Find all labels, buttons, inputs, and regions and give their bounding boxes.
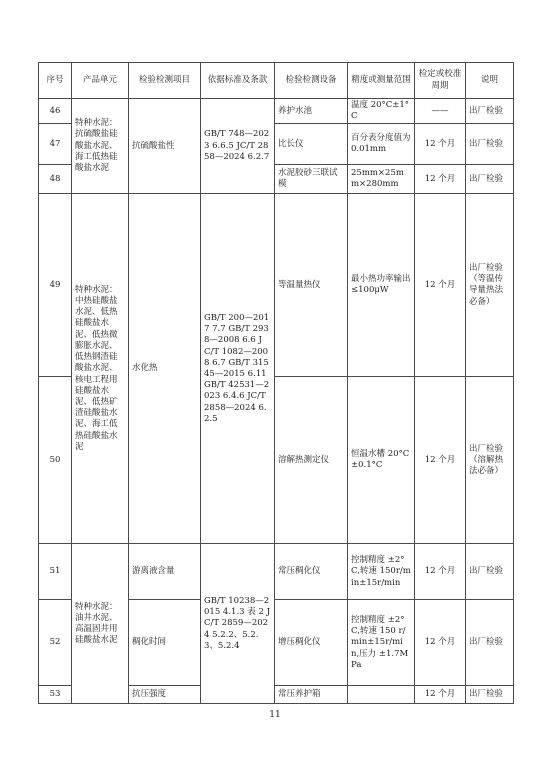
row-number: 48: [39, 165, 72, 194]
test-item-cell: 抗硫酸盐性: [129, 99, 201, 194]
note-cell: 出厂检验: [466, 686, 514, 704]
range-cell: [348, 686, 415, 704]
cycle-cell: 12 个月: [415, 686, 466, 704]
device-cell: 溶解热测定仪: [275, 377, 348, 544]
product-unit-cell: 特种水泥：中热硅酸盐水泥、低热硅酸盐水泥、低热微膨胀水泥、低热钢渣硅酸盐水泥、核电工程用硅酸盐水泥、低热矿渣硅酸盐水泥、海工低热硅酸盐水泥: [72, 194, 129, 544]
inspection-table: [38, 62, 514, 704]
test-item-cell: 稠化时间: [129, 600, 201, 686]
note-cell: 出厂检验: [466, 544, 514, 600]
row-number: 46: [39, 99, 72, 124]
cycle-cell: 12 个月: [415, 165, 466, 194]
range-cell: 25mm×25mm×280mm: [348, 165, 415, 194]
device-cell: 比长仪: [275, 124, 348, 165]
note-cell: 出厂检验: [466, 99, 514, 124]
row-number: 49: [39, 194, 72, 377]
table-row: [39, 544, 514, 600]
device-cell: 常压稠化仪: [275, 544, 348, 600]
test-item-cell: 游离液含量: [129, 544, 201, 600]
row-number: 47: [39, 124, 72, 165]
note-cell: 出厂检验（溶解热法必备）: [466, 377, 514, 544]
cycle-cell: 12 个月: [415, 124, 466, 165]
header-no: 序号: [39, 63, 72, 99]
cycle-cell: 12 个月: [415, 600, 466, 686]
product-unit-cell: 特种水泥：抗硫酸盐硅酸盐水泥、海工低热硅酸盐水泥: [72, 99, 129, 194]
cycle-cell: 12 个月: [415, 377, 466, 544]
note-cell: 出厂检验（等温传导量热法必备）: [466, 194, 514, 377]
row-number: 53: [39, 686, 72, 704]
standard-cell: GB/T 200—2017 7.7 GB/T 2938—2008 6.6 JC/T 1082—2008 6.7 GB/T 31545—2015 6.11 GB/T 42531—2023 6.4.6 JC/T 2858—2024 6.2.5: [201, 194, 275, 544]
range-cell: 最小热功率输出 ≤100μW: [348, 194, 415, 377]
range-cell: 控制精度 ±2°C,转速 150r/min±15r/min: [348, 544, 415, 600]
product-unit-cell: 特种水泥：油井水泥、高温固井用硅酸盐水泥: [72, 544, 129, 704]
header-note: 说明: [466, 63, 514, 99]
range-cell: 温度 20°C±1°C: [348, 99, 415, 124]
range-cell: 恒温水槽 20°C±0.1°C: [348, 377, 415, 544]
row-number: 50: [39, 377, 72, 544]
header-row: [39, 63, 514, 99]
test-item-cell: 抗压强度: [129, 686, 201, 704]
standard-cell: GB/T 10238—2015 4.1.3 表 2 JC/T 2859—2024 5.2.2、5.2.3、5.2.4: [201, 544, 275, 704]
device-cell: 等温量热仪: [275, 194, 348, 377]
header-item: 检验检测项目: [129, 63, 201, 99]
header-device: 检验检测设备: [275, 63, 348, 99]
header-range: 精度或测量范围: [348, 63, 415, 99]
page-number: 11: [269, 710, 281, 720]
header-unit: 产品单元: [72, 63, 129, 99]
note-cell: 出厂检验: [466, 124, 514, 165]
table-row: [39, 99, 514, 124]
cycle-cell: 12 个月: [415, 194, 466, 377]
test-item-cell: 水化热: [129, 194, 201, 544]
device-cell: 增压稠化仪: [275, 600, 348, 686]
device-cell: 养护水池: [275, 99, 348, 124]
header-standard: 依据标准及条款: [201, 63, 275, 99]
table-row: [39, 194, 514, 377]
range-cell: 控制精度 ±2°C,转速 150 r/min±15r/min,压力 ±1.7MPa: [348, 600, 415, 686]
range-cell: 百分表分度值为 0.01mm: [348, 124, 415, 165]
device-cell: 水泥胶砂三联试模: [275, 165, 348, 194]
note-cell: 出厂检验: [466, 600, 514, 686]
row-number: 52: [39, 600, 72, 686]
row-number: 51: [39, 544, 72, 600]
device-cell: 常压养护箱: [275, 686, 348, 704]
cycle-cell: ——: [415, 99, 466, 124]
note-cell: 出厂检验: [466, 165, 514, 194]
standard-cell: GB/T 748—2023 6.6.5 JC/T 2858—2024 6.2.7: [201, 99, 275, 194]
cycle-cell: 12 个月: [415, 544, 466, 600]
header-cycle: 检定或校准周期: [415, 63, 466, 99]
